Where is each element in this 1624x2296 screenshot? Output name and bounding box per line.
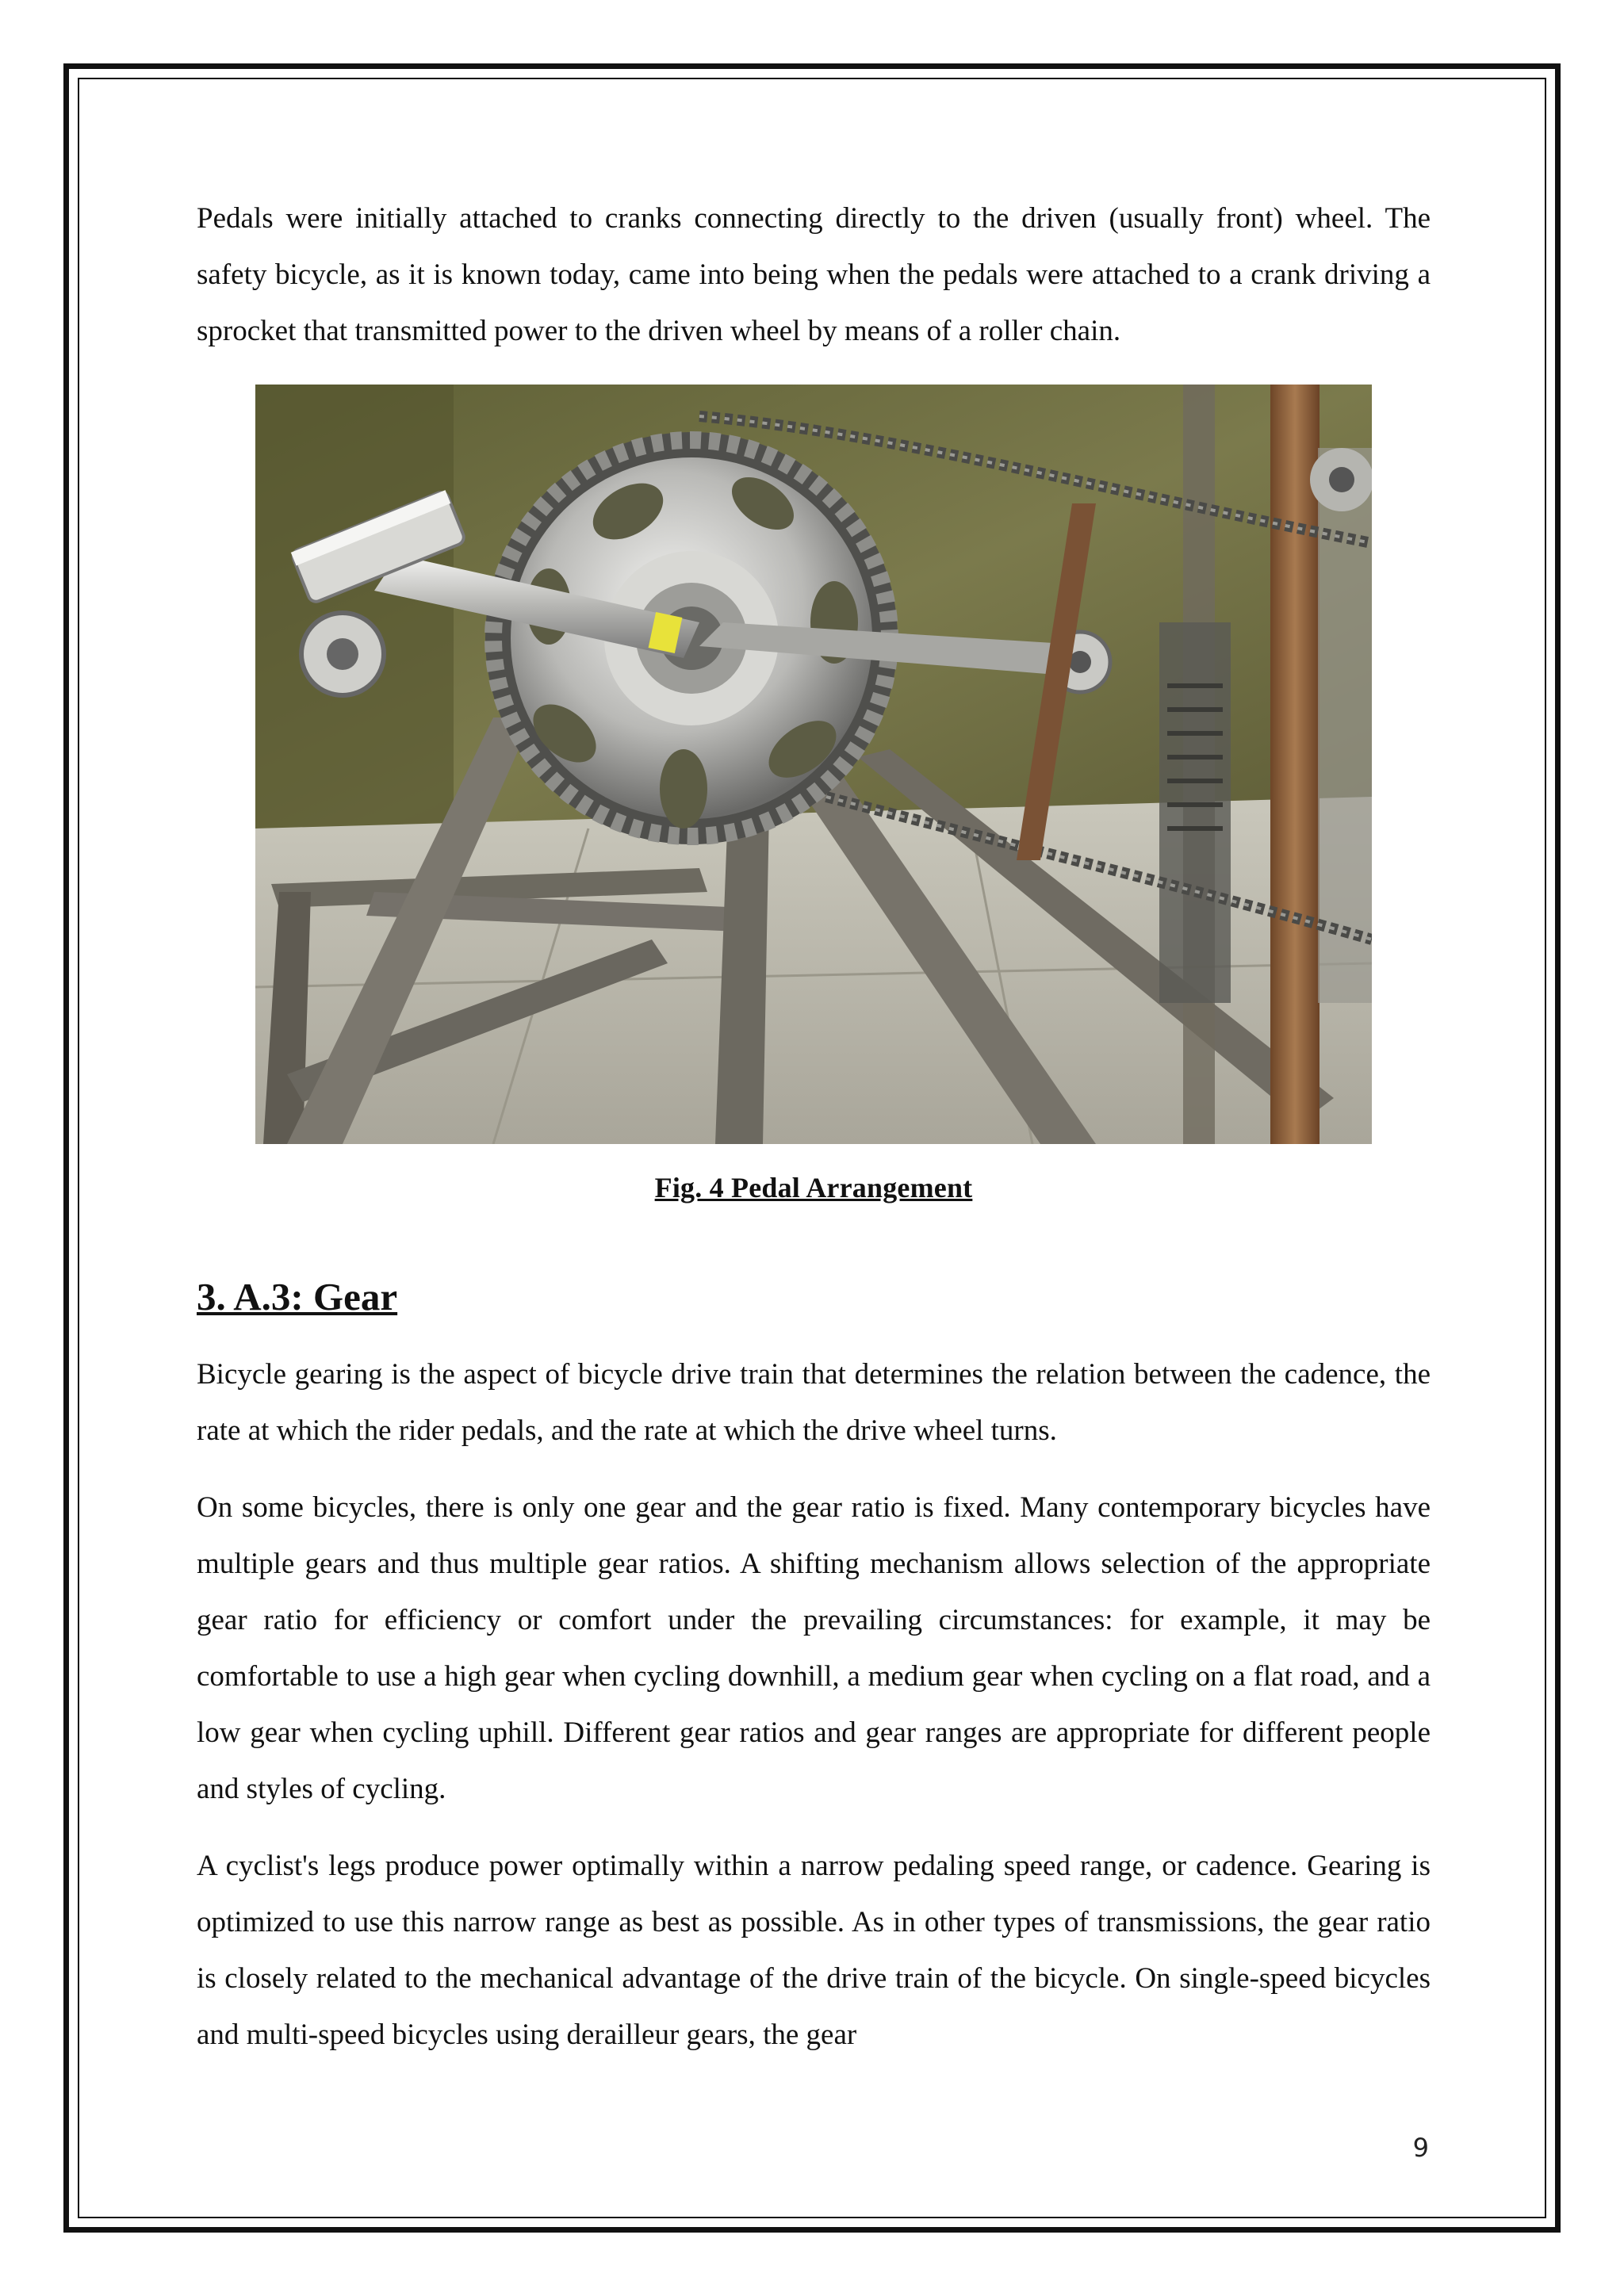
pedal-arrangement-photo <box>255 385 1372 1144</box>
intro-paragraph: Pedals were initially attached to cranks connecting directly to the driven (usually front) wheel. The safety bicycle, as it is known today, came into being when the pedals were attached to a crank driving a sprocket that transmitted power to the driven wheel by means of a roller chain. <box>197 202 1431 347</box>
section-heading: 3. A.3: Gear <box>197 1275 398 1318</box>
gear-paragraph-1: Bicycle gearing is the aspect of bicycle drive train that determines the relation between the cadence, the rate at which the rider pedals, and the rate at which the drive wheel turns. <box>197 1358 1431 1447</box>
gear-paragraph-3: A cyclist's legs produce power optimally within a narrow pedaling speed range, or cadence. Gearing is optimized to use this narrow range as best as possible. As in other types of transmissions, the gear ratio is closely related to the mechanical advantage of the drive train of the bicycle. On single-speed bicycles and multi-speed bicycles using derailleur gears, the gear <box>197 1850 1431 2051</box>
gear-paragraph-2: On some bicycles, there is only one gear and the gear ratio is fixed. Many contemporary bicycles have multiple gears and thus multiple gear ratios. A shifting mechanism allows selection of the appropriate gear ratio for efficiency or comfort under the prevailing circumstances: for example, it may be comfortable to use a high gear when cycling downhill, a medium gear when cycling on a flat road, and a low gear when cycling uphill. Different gear ratios and gear ranges are appropriate for different people and styles of cycling. <box>197 1491 1431 1805</box>
page-content <box>197 190 1431 2084</box>
figure-pedal-arrangement <box>255 385 1372 1144</box>
page-number: 9 <box>1412 2133 1429 2163</box>
figure-caption: Fig. 4 Pedal Arrangement <box>654 1172 973 1203</box>
